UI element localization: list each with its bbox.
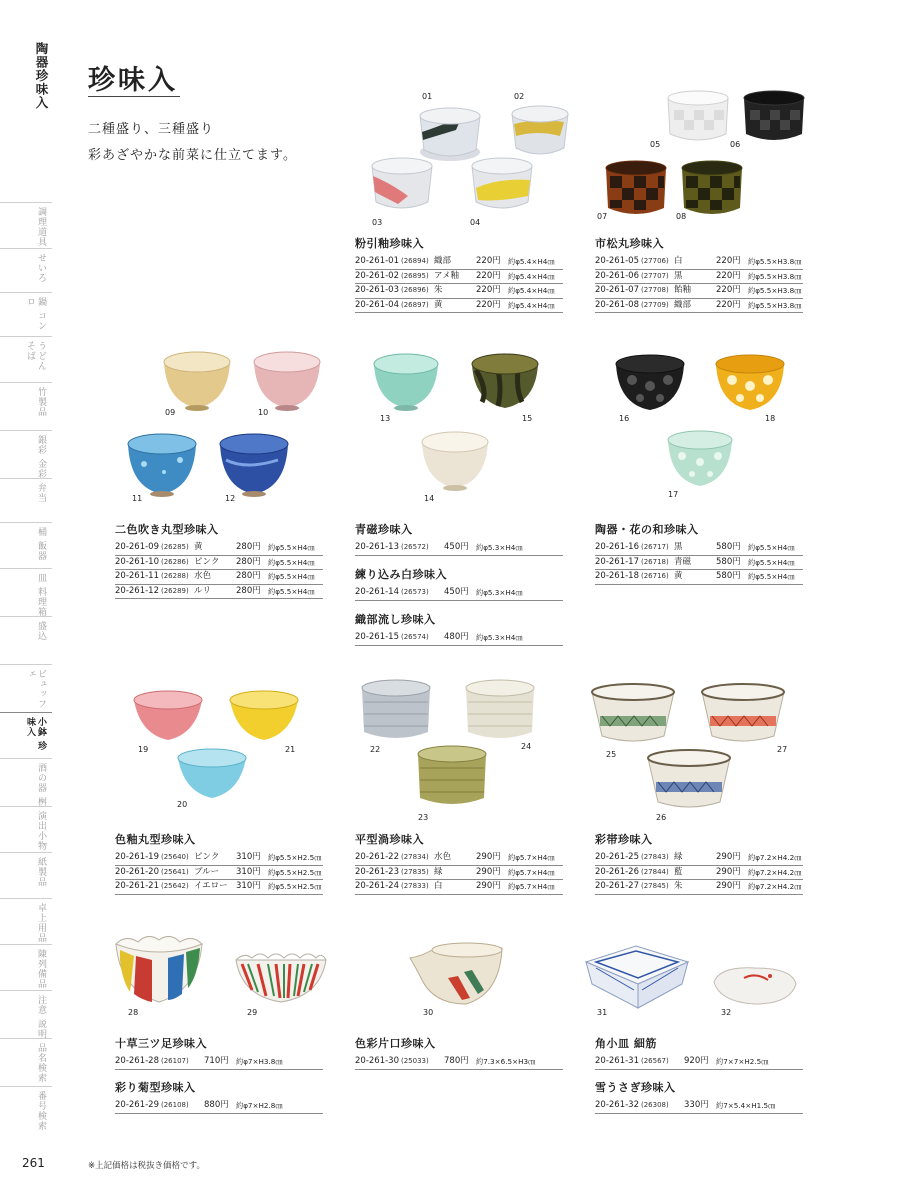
product-name: 十草三ツ足珍味入: [115, 1037, 207, 1050]
spec-row: 20-261-18 (26716) 黄 580円 約φ5.5×H4㎝: [595, 570, 803, 585]
product-image-26: [646, 748, 732, 812]
index-tab[interactable]: 銀彩 金彩: [0, 430, 52, 479]
product-name: 色釉丸型珍味入: [115, 833, 196, 846]
title-rule: [88, 96, 180, 97]
spec-block: [115, 521, 323, 599]
item-number: 11: [132, 494, 143, 503]
index-tab[interactable]: 番号検索: [0, 1086, 52, 1135]
spec-row: 20-261-11 (26288) 水色 280円 約φ5.5×H4㎝: [115, 570, 323, 585]
spec-row: 20-261-13 (26572) 450円 約φ5.3×H4㎝: [355, 541, 563, 556]
spec-row: 20-261-07 (27708) 飴釉 220円 約φ5.5×H3.8㎝: [595, 284, 803, 299]
spec-row: 20-261-06 (27707) 黒 220円 約φ5.5×H3.8㎝: [595, 270, 803, 285]
product-image-21: [226, 688, 302, 746]
spec-block: [115, 1079, 323, 1114]
spec-block: [115, 1035, 323, 1070]
spec-row: 20-261-17 (26718) 青磁 580円 約φ5.5×H4㎝: [595, 556, 803, 571]
spec-row: 20-261-22 (27834) 水色 290円 約φ5.7×H4㎝: [355, 851, 563, 866]
product-name: 雪うさぎ珍味入: [595, 1081, 676, 1094]
product-image-23: [414, 744, 490, 810]
product-image-17: [664, 428, 736, 490]
spec-row: 20-261-12 (26289) ルリ 280円 約φ5.5×H4㎝: [115, 585, 323, 600]
index-tab[interactable]: 調理道具: [0, 202, 52, 249]
item-number: 32: [721, 1008, 732, 1017]
spec-block: [595, 1079, 803, 1114]
product-image-05: [664, 88, 732, 148]
index-tab[interactable]: 卓上用品: [0, 898, 52, 945]
item-number: 23: [418, 813, 429, 822]
index-tab[interactable]: ビュッフェ: [0, 664, 52, 713]
spec-row: 20-261-25 (27843) 緑 290円 約φ7.2×H4.2㎝: [595, 851, 803, 866]
index-tab[interactable]: 品名検索: [0, 1038, 52, 1087]
item-number: 26: [656, 813, 667, 822]
index-tab[interactable]: せいろ: [0, 248, 52, 293]
item-number: 13: [380, 414, 391, 423]
spec-block: [355, 1035, 563, 1070]
item-number: 24: [521, 742, 532, 751]
spec-row: 20-261-27 (27845) 朱 290円 約φ7.2×H4.2㎝: [595, 880, 803, 895]
index-tab[interactable]: うどん そば: [0, 336, 52, 383]
spec-row: 20-261-19 (25640) ピンク 310円 約φ5.5×H2.5㎝: [115, 851, 323, 866]
spec-row: 20-261-02 (26895) アメ釉 220円 約φ5.4×H4㎝: [355, 270, 563, 285]
product-image-27: [700, 682, 786, 746]
index-tab[interactable]: 弁当: [0, 478, 52, 523]
spec-row: 20-261-16 (26717) 黒 580円 約φ5.5×H4㎝: [595, 541, 803, 556]
product-image-29: [232, 946, 330, 1008]
product-image-31: [582, 944, 692, 1010]
item-number: 14: [424, 494, 435, 503]
product-image-18: [712, 352, 788, 414]
page-number: 261: [22, 1156, 45, 1170]
spec-row: 20-261-04 (26897) 黄 220円 約φ5.4×H4㎝: [355, 299, 563, 314]
product-image-32: [710, 962, 800, 1008]
spec-block: [355, 831, 563, 895]
index-tab[interactable]: 注意 説明: [0, 990, 52, 1039]
item-number: 22: [370, 745, 381, 754]
product-image-25: [590, 682, 676, 746]
item-number: 03: [372, 218, 383, 227]
product-image-19: [130, 688, 206, 746]
item-number: 28: [128, 1008, 139, 1017]
item-number: 20: [177, 800, 188, 809]
product-image-03: [368, 152, 436, 216]
spec-row: 20-261-20 (25641) ブルー 310円 約φ5.5×H2.5㎝: [115, 866, 323, 881]
product-image-20: [174, 746, 250, 804]
item-number: 09: [165, 408, 176, 417]
index-tab[interactable]: 盛込: [0, 616, 52, 665]
product-name: 二色吹き丸型珍味入: [115, 523, 219, 536]
subtitle-line-1: 二種盛り、三種盛り: [88, 122, 215, 137]
spec-row: 20-261-26 (27844) 藍 290円 約φ7.2×H4.2㎝: [595, 866, 803, 881]
index-tab[interactable]: 酒の器 桝: [0, 758, 52, 807]
product-image-24: [462, 678, 538, 744]
index-tab-active[interactable]: 小鉢 珍味入: [0, 712, 52, 759]
product-name: 青磁珍味入: [355, 523, 413, 536]
index-tab[interactable]: 演出小物: [0, 806, 52, 853]
spec-row: 20-261-15 (26574) 480円 約φ5.3×H4㎝: [355, 631, 563, 646]
product-image-08: [678, 158, 746, 222]
spec-block: [355, 611, 563, 646]
item-number: 16: [619, 414, 630, 423]
spec-block: [355, 235, 563, 313]
item-number: 10: [258, 408, 269, 417]
product-image-22: [358, 678, 434, 744]
spec-row: 20-261-05 (27706) 白 220円 約φ5.5×H3.8㎝: [595, 255, 803, 270]
item-number: 27: [777, 745, 788, 754]
spec-row: 20-261-14 (26573) 450円 約φ5.3×H4㎝: [355, 586, 563, 601]
product-name: 平型渦珍味入: [355, 833, 424, 846]
index-tab[interactable]: 皿 料理箱: [0, 568, 52, 617]
item-number: 18: [765, 414, 776, 423]
index-tab[interactable]: 桶 飯器: [0, 522, 52, 569]
item-number: 01: [422, 92, 433, 101]
item-number: 30: [423, 1008, 434, 1017]
item-number: 15: [522, 414, 533, 423]
product-image-14: [418, 428, 492, 492]
spec-row: 20-261-23 (27835) 緑 290円 約φ5.7×H4㎝: [355, 866, 563, 881]
index-tab[interactable]: 紙製品: [0, 852, 52, 899]
product-name: 陶器・花の和珍味入: [595, 523, 699, 536]
item-number: 07: [597, 212, 608, 221]
product-name: 粉引釉珍味入: [355, 237, 424, 250]
product-image-12: [216, 430, 292, 498]
spec-row: 20-261-29 (26108) 880円 約φ7×H2.8㎝: [115, 1099, 323, 1114]
item-number: 02: [514, 92, 525, 101]
item-number: 06: [730, 140, 741, 149]
spec-block: [115, 831, 323, 895]
spec-block: [355, 521, 563, 556]
spec-row: 20-261-28 (26107) 710円 約φ7×H3.8㎝: [115, 1055, 323, 1070]
item-number: 05: [650, 140, 661, 149]
item-number: 12: [225, 494, 236, 503]
item-number: 17: [668, 490, 679, 499]
spec-row: 20-261-30 (25033) 780円 約7.3×6.5×H3㎝: [355, 1055, 563, 1070]
spec-row: 20-261-03 (26896) 朱 220円 約φ5.4×H4㎝: [355, 284, 563, 299]
product-name: 彩帯珍味入: [595, 833, 653, 846]
product-image-11: [124, 430, 200, 498]
spec-block: [595, 521, 803, 585]
product-image-04: [468, 152, 536, 216]
item-number: 29: [247, 1008, 258, 1017]
spec-row: 20-261-32 (26308) 330円 約7×5.4×H1.5㎝: [595, 1099, 803, 1114]
spec-row: 20-261-24 (27833) 白 290円 約φ5.7×H4㎝: [355, 880, 563, 895]
item-number: 19: [138, 745, 149, 754]
product-image-06: [740, 88, 808, 148]
product-name: 練り込み白珍味入: [355, 568, 447, 581]
product-image-16: [612, 352, 688, 414]
spec-block: [595, 235, 803, 313]
index-tab[interactable]: 竹製品: [0, 382, 52, 431]
product-name: 市松丸珍味入: [595, 237, 664, 250]
spec-row: 20-261-10 (26286) ピンク 280円 約φ5.5×H4㎝: [115, 556, 323, 571]
product-name: 角小皿 細筋: [595, 1037, 657, 1050]
spec-row: 20-261-21 (25642) イエロー 310円 約φ5.5×H2.5㎝: [115, 880, 323, 895]
product-image-07: [602, 158, 670, 222]
item-number: 21: [285, 745, 296, 754]
spec-row: 20-261-08 (27709) 織部 220円 約φ5.5×H3.8㎝: [595, 299, 803, 314]
spec-block: [355, 566, 563, 601]
spec-block: [595, 1035, 803, 1070]
product-image-10: [250, 348, 324, 412]
item-number: 08: [676, 212, 687, 221]
subtitle-line-2: 彩あざやかな前菜に仕立てます。: [88, 148, 297, 163]
product-image-30: [408, 938, 506, 1010]
product-name: 彩り菊型珍味入: [115, 1081, 196, 1094]
index-tab[interactable]: 陳列備品: [0, 944, 52, 991]
item-number: 25: [606, 750, 617, 759]
spec-row: 20-261-31 (26567) 920円 約7×7×H2.5㎝: [595, 1055, 803, 1070]
product-image-28: [112, 930, 206, 1008]
product-image-15: [468, 350, 542, 412]
product-name: 織部流し珍味入: [355, 613, 436, 626]
item-number: 04: [470, 218, 481, 227]
side-index: [0, 0, 58, 1187]
category-label: 陶器珍味入: [34, 42, 49, 110]
index-tab[interactable]: 鍋 コンロ: [0, 292, 52, 337]
spec-row: 20-261-01 (26894) 織部 220円 約φ5.4×H4㎝: [355, 255, 563, 270]
spec-row: 20-261-09 (26285) 黄 280円 約φ5.5×H4㎝: [115, 541, 323, 556]
spec-block: [595, 831, 803, 895]
product-image-13: [370, 350, 442, 412]
item-number: 31: [597, 1008, 608, 1017]
product-name: 色彩片口珍味入: [355, 1037, 436, 1050]
page-title: 珍味入: [88, 65, 178, 96]
footnote: ※上記価格は税抜き価格です。: [88, 1161, 205, 1171]
product-image-09: [160, 348, 234, 412]
